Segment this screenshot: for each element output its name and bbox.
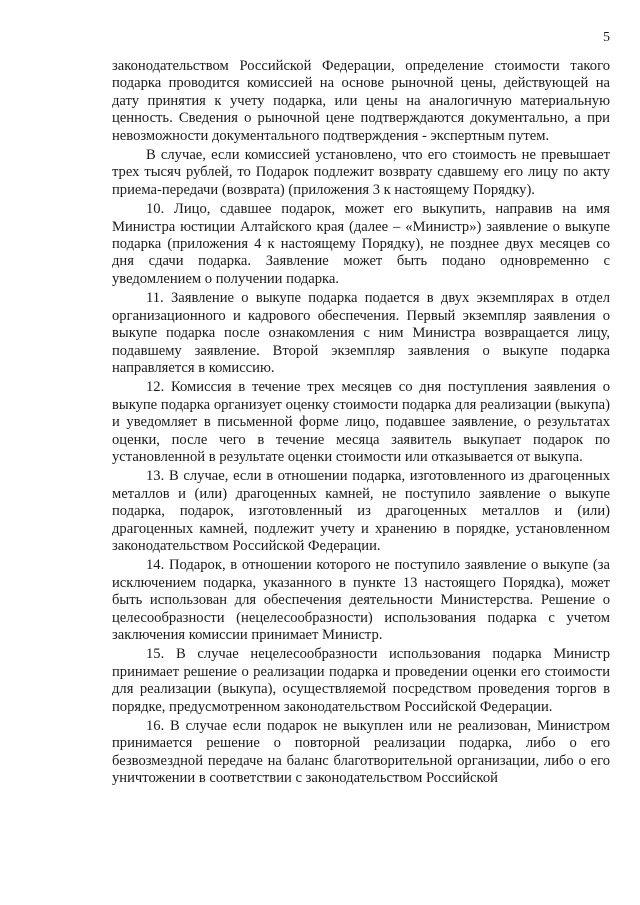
paragraph-item-13: 13. В случае, если в отношении подарка, изготовленного из драгоценных металлов и (или) драгоценных камней, не поступило заявление о выкупе подарка, подарок, изготовленный из драгоценных металлов и (или) драгоценных камней, подлежит учету и хранению в порядке, установленном законодательством Российской Федерации. (112, 468, 610, 554)
paragraph-item-15: 15. В случае нецелесообразности использования подарка Министр принимает решение о реализации подарка и проведении оценки его стоимости для реализации (выкупа), осуществляемой посредством проведения торгов в порядке, предусмотренном законодательством Российской Федерации. (112, 646, 610, 715)
paragraph-item-12: 12. Комиссия в течение трех месяцев со дня поступления заявления о выкупе подарка организует оценку стоимости подарка для реализации (выкупа) и уведомляет в письменной форме лицо, подавшее заявление, о результатах оценки, после чего в течение месяца заявитель выкупает подарок по установленной в результате оценки стоимости или отказывается от выкупа. (112, 379, 610, 465)
page-number: 5 (603, 30, 610, 45)
paragraph-item-10: 10. Лицо, сдавшее подарок, может его выкупить, направив на имя Министра юстиции Алтайского края (далее – «Министр») заявление о выкупе подарка (приложения 4 к настоящему Порядку), не позднее двух месяцев со дня сдачи подарка. Заявление может быть подано одновременно с уведомлением о получении подарка. (112, 201, 610, 287)
paragraph-item-14: 14. Подарок, в отношении которого не поступило заявление о выкупе (за исключением подарка, указанного в пункте 13 настоящего Порядка), может быть использован для обеспечения деятельности Министерства. Решение о целесообразности (нецелесообразности) использования подарка с учетом заключения комиссии принимает Министр. (112, 557, 610, 643)
paragraph-value-threshold: В случае, если комиссией установлено, что его стоимость не превышает трех тысяч рублей, то Подарок подлежит возврату сдавшему его лицу по акту приема-передачи (возврата) (приложения 3 к настоящему Порядку). (112, 147, 610, 198)
paragraph-item-11: 11. Заявление о выкупе подарка подается в двух экземплярах в отдел организационного и кадрового обеспечения. Первый экземпляр заявления о выкупе подарка после ознакомления с ним Министра возвращается лицу, подавшему заявление. Второй экземпляр заявления о выкупе подарка направляется в комиссию. (112, 290, 610, 376)
paragraph-item-16: 16. В случае если подарок не выкуплен или не реализован, Министром принимается решение о повторной реализации подарка, либо о его безвозмездной передаче на баланс благотворительной организации, либо о его уничтожении в соответствии с законодательством Российской (112, 718, 610, 787)
document-body (112, 58, 610, 790)
paragraph-continuation: законодательством Российской Федерации, определение стоимости такого подарка проводится комиссией на основе рыночной цены, действующей на дату принятия к учету подарка, или цены на аналогичную материальную ценность. Сведения о рыночной цене подтверждаются документально, а при невозможности документального подтверждения - экспертным путем. (112, 58, 610, 144)
